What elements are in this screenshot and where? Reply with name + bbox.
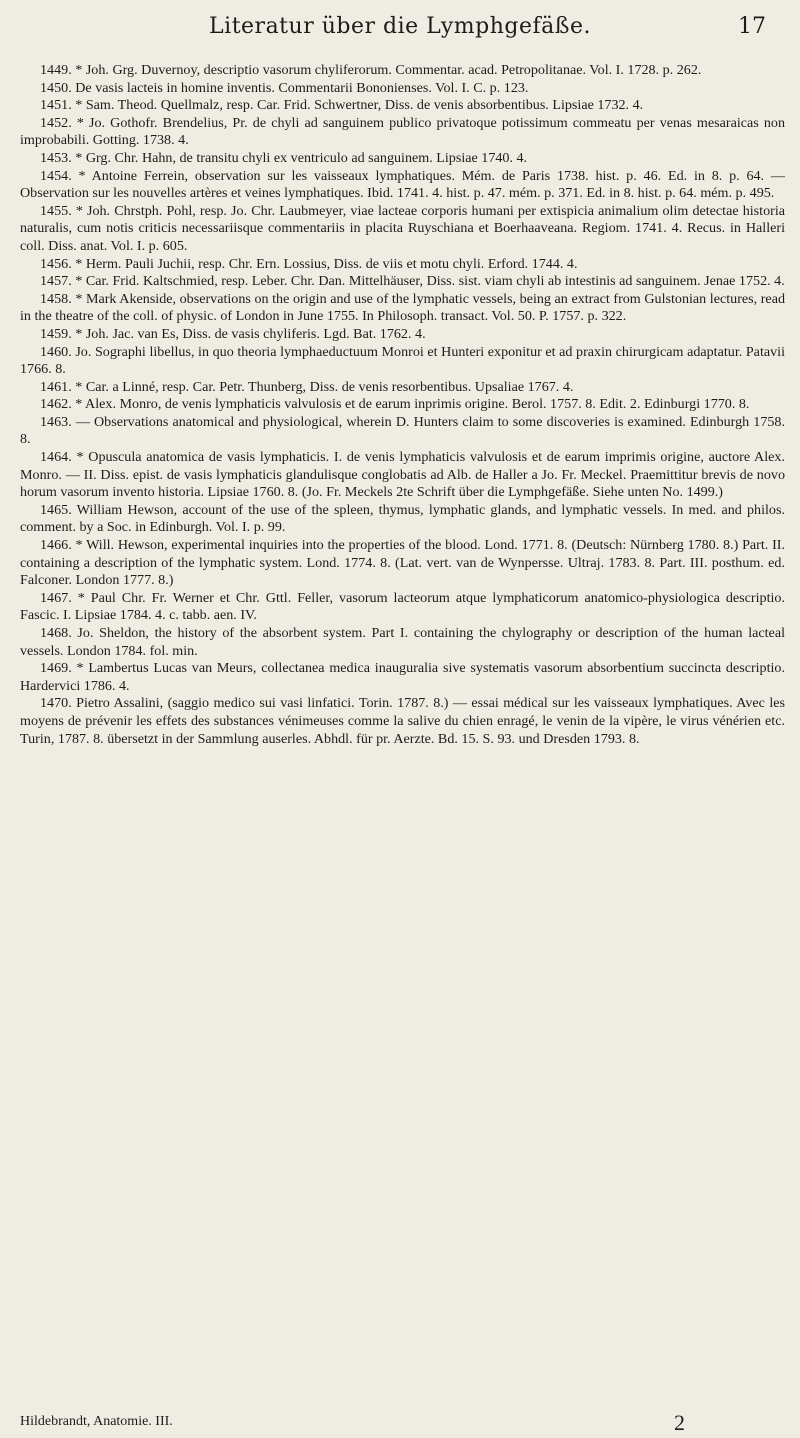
entry-number: 1463. xyxy=(40,413,72,430)
entry-number: 1455. xyxy=(40,202,72,219)
entry-text: * Joh. Grg. Duvernoy, descriptio vasorum chyliferorum. Commentar. acad. Petropolitanae. Vol. I. 1728. p. 262. xyxy=(75,62,702,78)
bibliography-entry xyxy=(20,502,785,537)
entry-text: * Sam. Theod. Quellmalz, resp. Car. Frid. Schwertner, Diss. de venis absorbentibus. Lipsiae 1732. 4. xyxy=(75,97,644,114)
bibliography-entry xyxy=(20,62,785,80)
entry-text: * Opuscula anatomica de vasis lymphaticis. I. de venis lymphaticis valvulosis et de earum imprimis origine, auctore Alex. Monro. — II. Diss. epist. de vasis lymphaticis glandulisque conglobatis ad Alb. de Haller a Jo. Fr. Meckel. Praemittitur brevis de novo horum vasorum invento historia. Lipsiae 1760. 8. (Jo. Fr. Meckels 2te Schrift über die Lymphgefäße. Siehe unten No. 1499.) xyxy=(20,449,785,501)
sheet-mark: 2 xyxy=(674,1410,685,1435)
bibliography-entry xyxy=(20,379,785,397)
entry-text: * Will. Hewson, experimental inquiries into the properties of the blood. Lond. 1771. 8. (Deutsch: Nürnberg 1780. 8.) Part. II. containing a description of the lymphatic system. Lond. 1774. 8. (Lat. vert. van de Wynpersse. Ultraj. 1783. 8. Part. III. posthum. ed. Falconer. London 1777. 8.) xyxy=(20,537,785,589)
entry-text: * Jo. Gothofr. Brendelius, Pr. de chyli ad sanguinem publico privatoque potissimum commeatu per venas mesaraicas non improbabili. Gotting. 1738. 4. xyxy=(20,114,785,149)
entry-text: * Grg. Chr. Hahn, de transitu chyli ex ventriculo ad sanguinem. Lipsiae 1740. 4. xyxy=(75,149,528,166)
entry-number: 1461. xyxy=(40,378,72,395)
entry-number: 1467. xyxy=(40,589,72,606)
entry-number: 1459. xyxy=(40,325,72,342)
entry-number: 1452. xyxy=(40,114,72,131)
page-number: 17 xyxy=(738,14,766,39)
bibliography-entry xyxy=(20,80,785,98)
entry-number: 1451. xyxy=(40,97,72,114)
entry-text: Jo. Sographi libellus, in quo theoria lymphaeductuum Monroi et Hunteri exponitur et ad praxin chirurgicam adaptatur. Patavii 1766. 8. xyxy=(20,343,785,378)
entry-text: Jo. Sheldon, the history of the absorbent system. Part I. containing the chylography or description of the human lacteal vessels. London 1784. fol. min. xyxy=(20,625,785,659)
bibliography-entry xyxy=(20,695,785,748)
entry-number: 1469. xyxy=(40,660,72,677)
entry-number: 1457. xyxy=(40,273,72,290)
running-header xyxy=(0,14,800,48)
entry-text: — Observations anatomical and physiological, wherein D. Hunters claim to some discoveries is examined. Edinburgh 1758. 8. xyxy=(20,413,785,448)
entry-number: 1466. xyxy=(40,537,72,554)
entry-text: * Lambertus Lucas van Meurs, collectanea medica inauguralia sive systematis vasorum absorbentium succincta descriptio. Hardervici 1786. 4. xyxy=(20,660,786,694)
entry-text: William Hewson, account of the use of the spleen, thymus, lymphatic glands, and lymphatic vessels. In med. and philos. comment. by a Soc. in Edinburgh. Vol. I. p. 99. xyxy=(20,501,785,536)
entry-text: * Joh. Chrstph. Pohl, resp. Jo. Chr. Laubmeyer, viae lacteae corporis humani per extispicia animalium olim detectae historia naturalis, cum notis criticis necessariisque commentariis in placita Ruyschiana et Boerhaaveana. Regiom. 1741. 4. Recus. in Halleri coll. Diss. anat. Vol. I. p. 605. xyxy=(20,202,785,254)
bibliography-entry xyxy=(20,150,785,168)
bibliography-entry xyxy=(20,590,785,625)
entry-number: 1470. xyxy=(40,695,72,712)
entry-number: 1454. xyxy=(40,167,72,184)
bibliography-entry xyxy=(20,273,785,291)
entry-number: 1468. xyxy=(40,625,72,641)
bibliography-list xyxy=(20,62,785,748)
entry-number: 1449. xyxy=(40,62,72,78)
bibliography-entry xyxy=(20,168,785,203)
bibliography-entry xyxy=(20,97,785,115)
entry-number: 1456. xyxy=(40,255,72,272)
entry-number: 1453. xyxy=(40,149,72,166)
entry-number: 1450. xyxy=(40,79,72,96)
footer-signature: Hildebrandt, Anatomie. III. xyxy=(20,1414,173,1429)
running-title: Literatur über die Lymphgefäße. xyxy=(209,14,591,39)
bibliography-entry xyxy=(20,537,785,590)
bibliography-entry xyxy=(20,291,785,326)
bibliography-entry xyxy=(20,326,785,344)
entry-text: * Antoine Ferrein, observation sur les vaisseaux lymphatiques. Mém. de Paris 1738. hist. p. 46. Ed. in 8. p. 64. — Observation sur les nouvelles artères et veines lymphatiques. Ibid. 1741. 4. hist. p. 47. mém. p. 371. Ed. in 8. hist. p. 64. mém. p. 495. xyxy=(20,167,785,202)
bibliography-entry xyxy=(20,625,785,660)
entry-text: * Car. a Linné, resp. Car. Petr. Thunberg, Diss. de venis resorbentibus. Upsaliae 1767. 4. xyxy=(75,378,574,395)
bibliography-entry xyxy=(20,344,785,379)
bibliography-entry xyxy=(20,396,785,414)
entry-text: * Alex. Monro, de venis lymphaticis valvulosis et de earum inprimis origine. Berol. 1757. 8. Edit. 2. Edinburgi 1770. 8. xyxy=(75,396,750,413)
entry-text: * Herm. Pauli Juchii, resp. Chr. Ern. Lossius, Diss. de viis et motu chyli. Erford. 1744. 4. xyxy=(75,255,578,272)
entry-number: 1462. xyxy=(40,396,72,413)
entry-number: 1460. xyxy=(40,343,72,360)
entry-text: * Car. Frid. Kaltschmied, resp. Leber. Chr. Dan. Mittelhäuser, Diss. sist. viam chyli ab intestinis ad sanguinem. Jenae 1752. 4. xyxy=(75,273,785,290)
entry-text: * Mark Akenside, observations on the origin and use of the lymphatic vessels, being an extract from Gulstonian lectures, read in the theatre of the coll. of physic. of London in June 1755. In Philosoph. transact. Vol. 50. P. 1757. p. 322. xyxy=(20,290,785,325)
bibliography-entry xyxy=(20,449,785,502)
page-footer xyxy=(20,1410,785,1436)
entry-text: * Joh. Jac. van Es, Diss. de vasis chyliferis. Lgd. Bat. 1762. 4. xyxy=(75,325,426,342)
entry-text: De vasis lacteis in homine inventis. Commentarii Bononienses. Vol. I. C. p. 123. xyxy=(75,79,529,96)
bibliography-entry xyxy=(20,256,785,274)
entry-text: * Paul Chr. Fr. Werner et Chr. Gttl. Feller, vasorum lacteorum atque lymphaticorum anatomico-physiologica descriptio. Fascic. I. Lipsiae 1784. 4. c. tabb. aen. IV. xyxy=(20,589,785,624)
entry-number: 1465. xyxy=(40,501,72,518)
entry-number: 1464. xyxy=(40,449,72,466)
bibliography-entry xyxy=(20,660,785,695)
bibliography-entry xyxy=(20,115,785,150)
bibliography-entry xyxy=(20,203,785,256)
entry-number: 1458. xyxy=(40,290,72,307)
bibliography-entry xyxy=(20,414,785,449)
entry-text: Pietro Assalini, (saggio medico sui vasi linfatici. Torin. 1787. 8.) — essai médical sur les vaisseaux lymphatiques. Avec les moyens de prévenir les effets des substances vénimeuses comme la salive du chien enragé, le venin de la vipère, le virus vénérien etc. Turin, 1787. 8. übersetzt in der Sammlung auserles. Abhdl. für pr. Aerzte. Bd. 15. S. 93. und Dresden 1793. 8. xyxy=(20,695,785,747)
